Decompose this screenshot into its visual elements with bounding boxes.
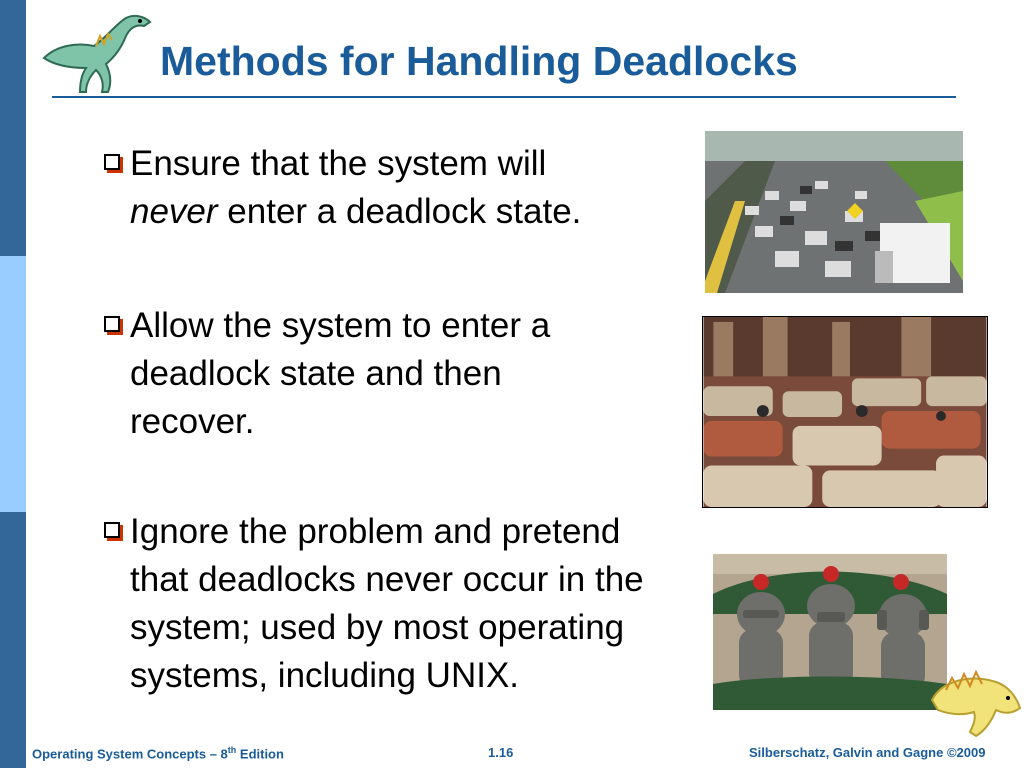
bullet-text: Ignore the problem and pretend that deadlocks never occur in the system; used by most operating systems, including UNIX. xyxy=(130,512,644,695)
footer-authors: Silberschatz, Galvin and Gagne ©2009 xyxy=(749,745,986,760)
bullet-item xyxy=(104,508,655,700)
bullet-text: Ensure that the system will never enter a deadlock state. xyxy=(130,144,582,231)
footer-book-title: Operating System Concepts – 8th Edition xyxy=(32,745,284,762)
sidebar-segment-bottom xyxy=(0,512,26,768)
slide-title: Methods for Handling Deadlocks xyxy=(160,38,798,84)
bullet-text: Allow the system to enter a deadlock state and then recover. xyxy=(130,306,551,441)
gridlock-street-photo xyxy=(702,316,988,508)
checkbox-bullet-icon xyxy=(104,316,120,332)
dinosaur-mascot-icon xyxy=(912,660,1024,740)
footer-slide-number: 1.16 xyxy=(488,745,514,760)
title-divider xyxy=(52,96,956,98)
dinosaur-logo-icon xyxy=(36,6,156,98)
bullet-item xyxy=(104,140,670,236)
bullet-emphasis: never xyxy=(130,192,218,231)
checkbox-bullet-icon xyxy=(104,154,120,170)
sidebar-segment-middle xyxy=(0,256,26,512)
highway-traffic-photo xyxy=(705,131,963,293)
sidebar-segment-top xyxy=(0,0,26,256)
checkbox-bullet-icon xyxy=(104,522,120,538)
bullet-item xyxy=(104,302,620,446)
